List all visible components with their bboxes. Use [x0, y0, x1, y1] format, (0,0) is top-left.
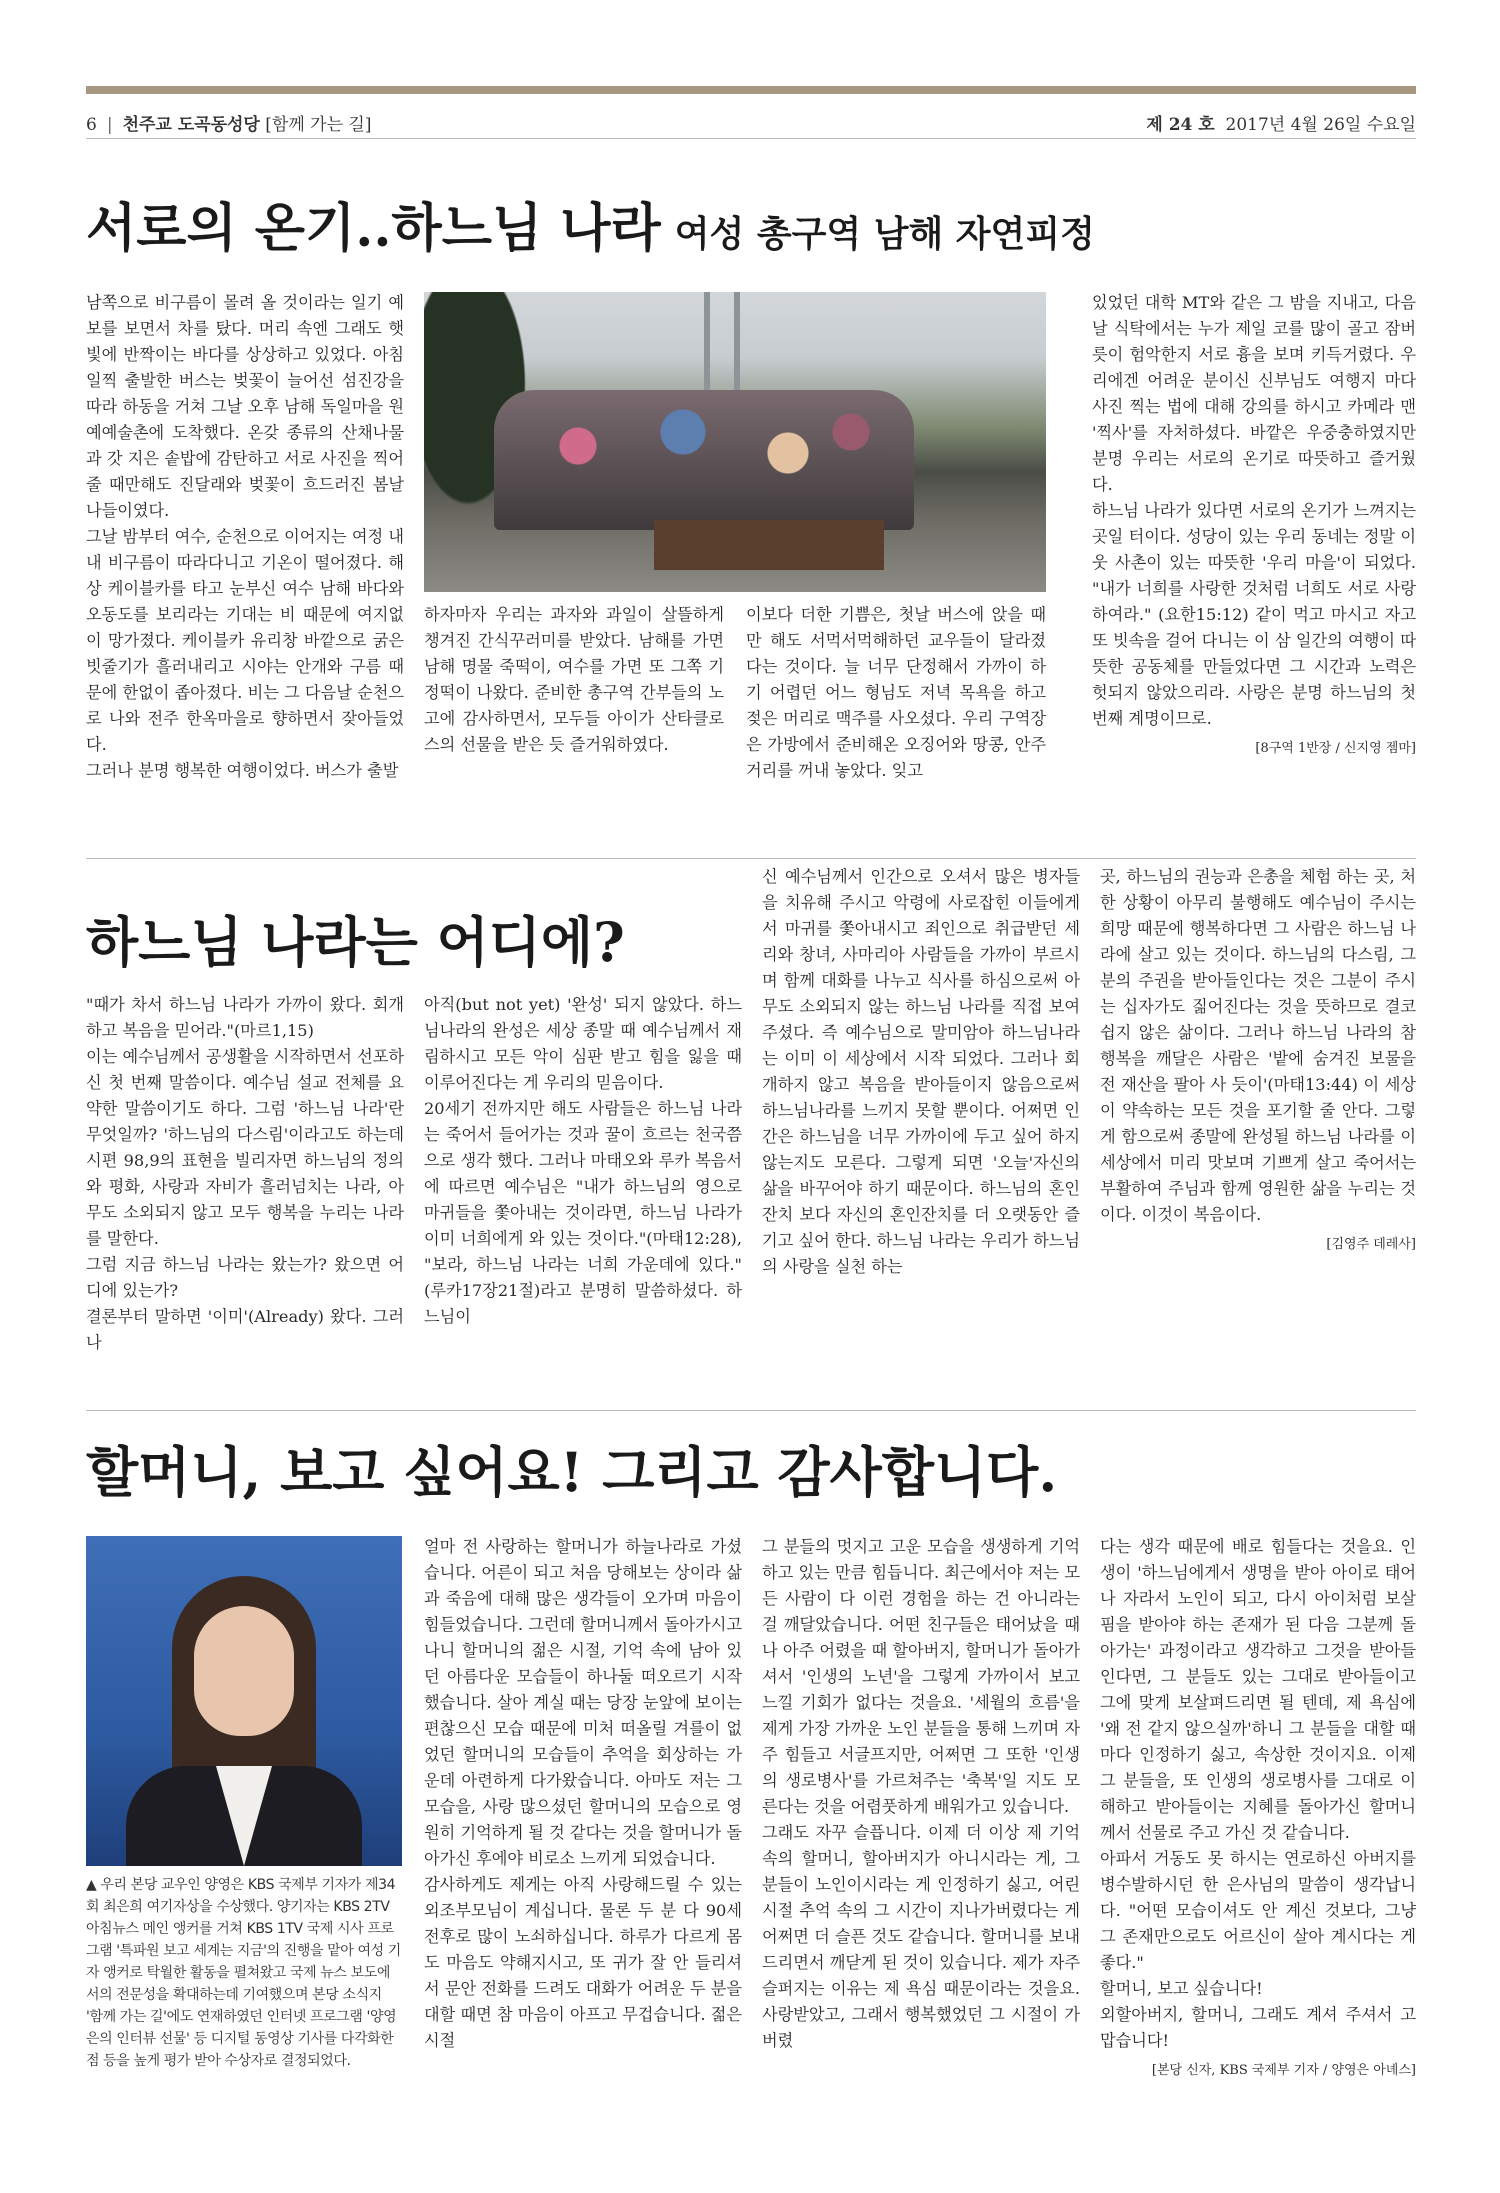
- paragraph: 곳, 하느님의 권능과 은총을 체험 하는 곳, 처한 상황이 아무리 불행해도 예수님이 주시는 희망 때문에 행복하다면 그 사람은 하느님 나라에 살고 있는 것이다. 하느님의 다스림, 그분의 주권을 받아들인다는 것은 그분이 주시는 십자가도 짊어진다는 것을 뜻하므로 결코 쉽지 않은 삶이다. 그러나 하느님 나라의 참 행복을 깨달은 사람은 '밭에 숨겨진 보물을 전 재산을 팔아 사 듯이'(마태13:44) 이 세상이 약속하는 모든 것을 포기할 줄 안다. 그렇게 함으로써 종말에 완성될 하느님 나라를 이 세상에서 미리 맛보며 기쁘게 살고 죽어서는 부활하여 주님과 함께 영원한 삶을 누리는 것이다. 이것이 복음이다.: [1100, 867, 1416, 1224]
- article2-column-2: [424, 992, 742, 1330]
- article1-subtitle: 여성 총구역 남해 자연피정: [674, 213, 1095, 255]
- article2-column-3: [762, 864, 1080, 1280]
- paragraph: 이보다 더한 기쁨은, 첫날 버스에 앉을 때만 해도 서먹서먹해하던 교우들이 달라졌다는 것이다. 늘 너무 단정해서 가까이 하기 어렵던 어느 형님도 저녁 목욕을 하고 젖은 머리로 맥주를 사오셨다. 우리 구역장은 가방에서 준비해온 오징어와 땅콩, 안주 거리를 꺼내 놓았다. 잊고: [746, 605, 1046, 780]
- article2-title: 하느님 나라는 어디에?: [86, 910, 625, 974]
- photo-caption: ▲ 우리 본당 교우인 양영은 KBS 국제부 기자가 제34회 최은희 여기자상을 수상했다. 양기자는 KBS 2TV 아침뉴스 메인 앵커를 거쳐 KBS 1TV 국제 시사 프로그램 '특파원 보고 세계는 지금'의 진행을 맡아 여성 기자 앵커로 탁월한 활동을 펼쳐왔고 국제 뉴스 보도에서의 전문성을 확대하는데 기여했으며 본당 소식지 '함께 가는 길'에도 연재하였던 인터넷 프로그램 '양영은의 인터뷰 선물' 등 디지털 동영상 기사를 다각화한 점 등을 높게 평가 받아 수상자로 결정되었다.: [86, 1877, 401, 2069]
- header-accent-bar: [86, 86, 1416, 94]
- face: [194, 1606, 294, 1736]
- paragraph: 그럼 지금 하느님 나라는 왔는가? 왔으면 어디에 있는가?: [86, 1255, 404, 1300]
- paragraph: 아파서 거동도 못 하시는 연로하신 아버지를 병수발하시던 한 은사님의 말씀이 생각납니다. "어떤 모습이셔도 안 계신 것보다, 그냥 그 존재만으로도 어르신이 살아 계시다는 게 좋다.": [1100, 1849, 1416, 1972]
- paragraph: 얼마 전 사랑하는 할머니가 하늘나라로 가셨습니다. 어른이 되고 처음 당해보는 상이라 삶과 죽음에 대해 많은 생각들이 오가며 마음이 힘들었습니다. 그런데 할머니께서 돌아가시고 나니 할머니의 젊은 시절, 기억 속에 남아 있던 아름다운 모습들이 하나둘 떠오르기 시작했습니다. 살아 계실 때는 당장 눈앞에 보이는 편찮으신 모습 때문에 미처 떠올릴 겨를이 없었던 할머니의 모습들이 추억을 회상하는 가운데 아련하게 다가왔습니다. 아마도 저는 그 모습을, 사랑 많으셨던 할머니의 모습으로 영원히 기억하게 될 것 같다는 것을 할머니가 돌아가신 후에야 비로소 느끼게 되었습니다.: [424, 1537, 742, 1868]
- paragraph: 할머니, 보고 싶습니다!: [1100, 1979, 1263, 1998]
- paragraph: 그 분들의 멋지고 고운 모습을 생생하게 기억하고 있는 만큼 힘듭니다. 최근에서야 저는 모든 사람이 다 이런 경험을 하는 건 아니라는 걸 깨달았습니다. 어떤 친구들은 태어났을 때나 아주 어렸을 때 할아버지, 할머니가 돌아가셔서 '인생의 노년'을 그렇게 가까이서 보고 느낄 기회가 없다는 것을요. '세월의 흐름'을 제게 가장 가까운 노인 분들을 통해 느끼며 자주 힘들고 서글프지만, 어쩌면 그 또한 '인생의 생로병사'를 가르쳐주는 '축복'일 지도 모른다는 것을 어렴풋하게 배워가고 있습니다.: [762, 1537, 1080, 1816]
- paragraph: 그날 밤부터 여수, 순천으로 이어지는 여정 내내 비구름이 따라다니고 기온이 떨어졌다. 해상 케이블카를 타고 눈부신 여수 남해 바다와 오동도를 보리라는 기대는 비 때문에 여지없이 망가졌다. 케이블카 유리창 바깥으로 굵은 빗줄기가 흘러내리고 시야는 안개와 구름 때문에 한없이 좁아졌다. 비는 그 다음날 순천으로 나와 전주 한옥마을로 향하면서 잦아들었다.: [86, 527, 404, 754]
- section-rule: [86, 858, 1416, 859]
- paragraph: 있었던 대학 MT와 같은 그 밤을 지내고, 다음날 식탁에서는 누가 제일 코를 많이 골고 잠버릇이 험악한지 서로 흉을 보며 키득거렸다. 우리에겐 어려운 분이신 신부님도 여행지 마다 사진 찍는 법에 대해 강의를 하시고 카메라 맨 '찍사'를 자처하셨다. 바깥은 우중충하였지만 분명 우리는 서로의 온기로 따뜻하고 즐거웠다.: [1092, 293, 1416, 494]
- article1-column-4: [1092, 290, 1416, 762]
- header-rule: [86, 138, 1416, 139]
- section-name: [함께 가는 길]: [265, 115, 372, 135]
- paragraph: 이는 예수님께서 공생활을 시작하면서 선포하신 첫 번째 말씀이다. 예수님 설교 전체를 요약한 말씀이기도 하다. 그럼 '하느님 나라'란 무엇일까? '하느님의 다스림'이라고도 하는데 시편 98,9의 표현을 빌리자면 하느님의 정의와 평화, 사랑과 자비가 흘러넘치는 나라, 아무도 소외되지 않고 모두 행복을 누리는 나라를 말한다.: [86, 1047, 404, 1248]
- page-header: [86, 108, 1416, 134]
- article2-column-4: [1100, 864, 1416, 1258]
- paragraph: 하느님 나라가 있다면 서로의 온기가 느껴지는 곳일 터이다. 성당이 있는 우리 동네는 정말 이웃 사촌이 있는 따뜻한 '우리 마을'이 되었다. "내가 너희를 사랑한 것처럼 너희도 서로 사랑하여라." (요한15:12) 같이 먹고 마시고 자고 또 빗속을 걸어 다니는 이 삼 일간의 여행이 따뜻한 공동체를 만들었다면 그 시간과 노력은 헛되지 않았으리라. 사랑은 분명 하느님의 첫 번째 계명이므로.: [1092, 501, 1416, 728]
- article3-title: 할머니, 보고 싶어요! 그리고 감사합니다.: [86, 1440, 1058, 1504]
- article3-column-3: [762, 1534, 1080, 2054]
- section-rule: [86, 1410, 1416, 1411]
- issue-number: 제 24 호: [1146, 115, 1215, 135]
- article1-title: [86, 186, 1095, 261]
- article1-column-3: [746, 602, 1046, 784]
- article1-column-1: [86, 290, 404, 784]
- paragraph: 결론부터 말하면 '이미'(Already) 왔다. 그러나: [86, 1307, 404, 1352]
- paragraph: 외할아버지, 할머니, 그래도 계셔 주셔서 고맙습니다!: [1100, 2005, 1416, 2050]
- paragraph: 신 예수님께서 인간으로 오셔서 많은 병자들을 치유해 주시고 악령에 사로잡힌 이들에게서 마귀를 쫓아내시고 죄인으로 취급받던 세리와 창녀, 사마리아 사람들을 가까이 부르시며 함께 대화를 나누고 식사를 하심으로써 아무도 소외되지 않는 하느님 나라를 직접 보여 주셨다. 즉 예수님으로 말미암아 하느님나라는 이미 이 세상에서 시작 되었다. 그러나 회개하지 않고 복음을 받아들이지 않음으로써 하느님나라를 느끼지 못할 뿐이다. 어쩌면 인간은 하느님을 너무 가까이에 두고 싶어 하지 않는지도 모른다. 그렇게 되면 '오늘'자신의 삶을 바꾸어야 하기 때문이다. 하느님의 혼인잔치 보다 자신의 혼인잔치를 더 오랫동안 즐기고 싶어 한다. 하느님 나라는 우리가 하느님의 사랑을 실천 하는: [762, 867, 1080, 1276]
- issue-date: 2017년 4월 26일 수요일: [1225, 115, 1416, 135]
- paragraph: 아직(but not yet) '완성' 되지 않았다. 하느님나라의 완성은 세상 종말 때 예수님께서 재림하시고 모든 악이 심판 받고 힘을 잃을 때 이루어진다는 게 우리의 믿음이다.: [424, 995, 742, 1092]
- header-right: [1146, 110, 1416, 135]
- paragraph: 그래도 자꾸 슬픕니다. 이제 더 이상 제 기억 속의 할머니, 할아버지가 아니시라는 게, 그 분들이 노인이시라는 게 인정하기 싫고, 어린 시절 추억 속의 그 시간이 지나가버렸다는 게 어쩌면 더 슬픈 것도 같습니다. 할머니를 보내드리면서 깨닫게 된 것이 있습니다. 제가 자주 슬퍼지는 이유는 제 욕심 때문이라는 것을요. 사랑받았고, 그래서 행복했었던 그 시절이 가버렸: [762, 1823, 1080, 2050]
- article1-column-2: [424, 602, 724, 758]
- paragraph: 남쪽으로 비구름이 몰려 올 것이라는 일기 예보를 보면서 차를 탔다. 머리 속엔 그래도 햇빛에 반짝이는 바다를 상상하고 있었다. 아침 일찍 출발한 버스는 벚꽃이 늘어선 섬진강을 따라 하동을 거쳐 그날 오후 남해 독일마을 원예예술촌에 도착했다. 온갖 종류의 산채나물과 갓 지은 솥밥에 감탄하고 서로 사진을 찍어 줄 때만해도 진달래와 벚꽃이 흐드러진 봄날 나들이였다.: [86, 293, 404, 520]
- article2-column-1: [86, 992, 404, 1356]
- article3-byline: [본당 신자, KBS 국제부 기자 / 양영은 아녜스]: [1151, 2063, 1416, 2078]
- group-of-people: [494, 390, 914, 530]
- page-number: 6: [86, 115, 97, 135]
- article3-column-4: [1100, 1534, 1416, 2084]
- header-left: [86, 110, 371, 135]
- paragraph: 20세기 전까지만 해도 사람들은 하느님 나라는 죽어서 들어가는 것과 꿀이 흐르는 천국쯤으로 생각 했다. 그러나 마태오와 루카 복음서에 따르면 예수님은 "내가 하느님의 영으로 마귀들을 쫓아내는 것이라면, 하느님 나라가 이미 너희에게 와 있는 것이다."(마태12:28), "보라, 하느님 나라는 너희 가운데에 있다."(루카17장21절)라고 분명히 말씀하셨다. 하느님이: [424, 1099, 742, 1326]
- article3-column-2: [424, 1534, 742, 2054]
- paragraph: 감사하게도 제게는 아직 사랑해드릴 수 있는 외조부모님이 계십니다. 물론 두 분 다 90세 전후로 많이 노쇠하십니다. 하루가 다르게 몸도 마음도 약해지시고, 또 귀가 잘 안 들리셔서 문안 전화를 드려도 대화가 어려운 두 분을 대할 때면 참 마음이 아프고 무겁습니다. 젊은 시절: [424, 1875, 742, 2050]
- paragraph: 하자마자 우리는 과자와 과일이 살뜰하게 챙겨진 간식꾸러미를 받았다. 남해를 가면 남해 명물 죽떡이, 여수를 가면 또 그쪽 기정떡이 나왔다. 준비한 총구역 간부들의 노고에 감사하면서, 모두들 아이가 산타클로스의 선물을 받은 듯 즐거워하였다.: [424, 605, 724, 754]
- group-photo: [424, 292, 1046, 592]
- portrait-photo: [86, 1536, 402, 1866]
- paragraph: "때가 차서 하느님 나라가 가까이 왔다. 회개하고 복음을 믿어라."(마르1,15): [86, 995, 404, 1040]
- paragraph: 그러나 분명 행복한 여행이었다. 버스가 출발: [86, 761, 399, 780]
- article1-byline: [8구역 1반장 / 신지영 젬마]: [1255, 741, 1416, 756]
- header-separator: |: [106, 115, 113, 135]
- paragraph: 다는 생각 때문에 배로 힘들다는 것을요. 인생이 '하느님에게서 생명을 받아 아이로 태어나 자라서 노인이 되고, 다시 아이처럼 보살핌을 받아야 하는 존재가 된 다음 그분께 돌아가는' 과정이라고 생각하고 그것을 받아들인다면, 그 분들도 있는 그대로 받아들이고 그에 맞게 보살펴드리면 될 텐데, 제 욕심에 '왜 전 같지 않으실까'하니 그 분들을 대할 때마다 인정하기 싫고, 속상한 것이지요. 이제 그 분들을, 또 인생의 생로병사를 그대로 이해하고 받아들이는 지혜를 돌아가신 할머니께서 선물로 주고 가신 것 같습니다.: [1100, 1537, 1416, 1842]
- paper-name: 천주교 도곡동성당: [122, 115, 260, 135]
- article2-byline: [김영주 데레사]: [1326, 1237, 1416, 1252]
- article1-headline: 서로의 온기..하느님 나라: [86, 198, 661, 259]
- wooden-bench: [654, 520, 884, 570]
